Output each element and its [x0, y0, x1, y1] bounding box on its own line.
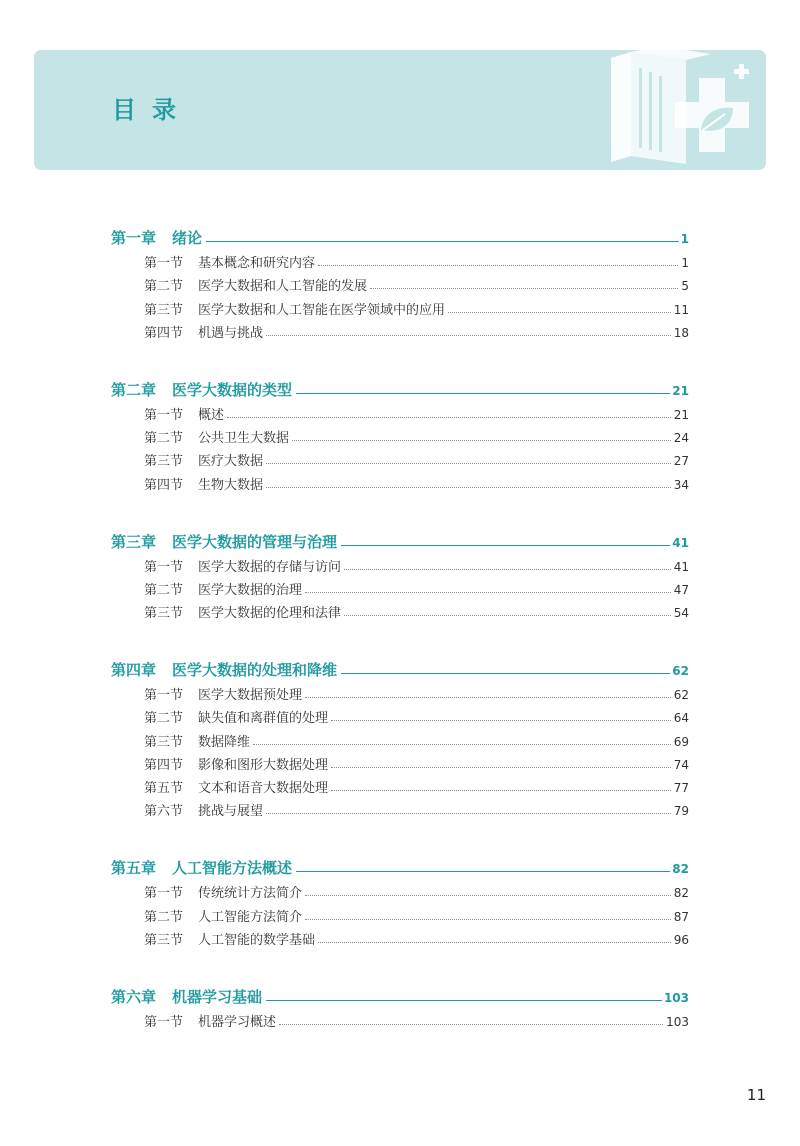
chapter-entry[interactable] [111, 220, 689, 248]
section-dot-leader [266, 813, 671, 814]
chapter-number: 第三章 [111, 532, 157, 551]
section-entry[interactable] [111, 878, 689, 901]
section-entry[interactable] [111, 598, 689, 621]
section-number: 第二节 [144, 582, 184, 598]
section-page: 74 [673, 757, 689, 772]
section-page: 62 [673, 688, 689, 703]
section-dot-leader [331, 767, 671, 768]
chapter-entry[interactable] [111, 372, 689, 400]
section-title: 医疗大数据 [198, 454, 264, 470]
section-entry[interactable] [111, 294, 689, 317]
section-number: 第四节 [144, 325, 184, 341]
section-title: 医学大数据预处理 [198, 688, 303, 704]
toc-chapter [111, 979, 689, 1030]
chapter-title: 医学大数据的类型 [172, 380, 293, 399]
section-dot-leader [305, 592, 671, 593]
chapter-leader-line [266, 1000, 662, 1001]
section-title: 数据降维 [198, 734, 251, 750]
section-dot-leader [227, 417, 671, 418]
section-page: 64 [673, 711, 689, 726]
page-title: 目录 [112, 96, 192, 124]
section-dot-leader [318, 942, 671, 943]
section-page: 24 [673, 431, 689, 446]
chapter-number: 第一章 [111, 229, 157, 247]
section-number: 第一节 [144, 886, 184, 902]
section-title: 缺失值和离群值的处理 [198, 711, 329, 727]
chapter-page: 1 [680, 232, 689, 246]
section-dot-leader [266, 487, 671, 488]
section-list [111, 400, 689, 493]
section-number: 第二节 [144, 279, 184, 295]
section-list [111, 552, 689, 622]
section-number: 第三节 [144, 606, 184, 622]
chapter-leader-line [206, 241, 679, 242]
section-entry[interactable] [111, 400, 689, 423]
chapter-title: 绪论 [172, 229, 203, 247]
section-title: 医学大数据的治理 [198, 582, 303, 598]
section-title: 医学大数据和人工智能在医学领域中的应用 [198, 302, 446, 318]
section-entry[interactable] [111, 423, 689, 446]
section-list [111, 878, 689, 948]
table-of-contents [111, 220, 689, 1061]
section-entry[interactable] [111, 796, 689, 819]
section-entry[interactable] [111, 703, 689, 726]
header-banner [34, 50, 766, 170]
section-title: 概述 [198, 407, 225, 423]
chapter-title: 医学大数据的处理和降维 [172, 661, 338, 680]
chapter-title: 人工智能方法概述 [172, 859, 293, 878]
section-dot-leader [292, 440, 671, 441]
section-list [111, 248, 689, 341]
section-number: 第一节 [144, 559, 184, 575]
section-entry[interactable] [111, 1007, 689, 1030]
section-page: 47 [673, 582, 689, 597]
section-dot-leader [305, 895, 671, 896]
chapter-page: 62 [672, 664, 689, 679]
section-entry[interactable] [111, 773, 689, 796]
section-entry[interactable] [111, 271, 689, 294]
section-entry[interactable] [111, 446, 689, 469]
section-page: 77 [673, 781, 689, 795]
section-title: 公共卫生大数据 [198, 431, 290, 447]
section-dot-leader [305, 697, 671, 698]
section-title: 医学大数据的存储与访问 [198, 559, 342, 575]
section-dot-leader [344, 615, 671, 616]
section-entry[interactable] [111, 318, 689, 341]
section-title: 机器学习概述 [198, 1014, 277, 1030]
chapter-page: 21 [672, 383, 689, 398]
chapter-title: 机器学习基础 [172, 987, 263, 1006]
section-number: 第一节 [144, 1014, 184, 1030]
chapter-number: 第二章 [111, 380, 157, 399]
section-title: 医学大数据的伦理和法律 [198, 606, 342, 622]
chapter-entry[interactable] [111, 850, 689, 878]
section-title: 挑战与展望 [198, 804, 264, 820]
section-number: 第四节 [144, 477, 184, 493]
section-number: 第一节 [144, 256, 184, 272]
toc-chapter [111, 850, 689, 948]
section-page: 87 [673, 909, 689, 924]
chapter-number: 第六章 [111, 987, 157, 1006]
section-title: 人工智能方法简介 [198, 909, 303, 925]
page-number: 11 [746, 1086, 766, 1104]
section-number: 第三节 [144, 932, 184, 948]
chapter-page: 82 [672, 862, 689, 877]
section-title: 机遇与挑战 [198, 325, 264, 341]
section-title: 传统统计方法简介 [198, 886, 303, 902]
section-dot-leader [370, 288, 678, 289]
section-dot-leader [266, 335, 671, 336]
section-dot-leader [331, 720, 671, 721]
chapter-page: 41 [672, 535, 689, 550]
section-title: 影像和图形大数据处理 [198, 757, 329, 773]
chapter-leader-line [296, 393, 670, 394]
section-entry[interactable] [111, 901, 689, 924]
chapter-title: 医学大数据的管理与治理 [172, 532, 338, 551]
section-page: 54 [673, 606, 689, 621]
toc-chapter [111, 524, 689, 622]
section-page: 34 [673, 477, 689, 492]
chapter-entry[interactable] [111, 979, 689, 1007]
section-page: 21 [673, 407, 689, 422]
section-title: 生物大数据 [198, 477, 264, 493]
section-number: 第四节 [144, 757, 184, 773]
section-dot-leader [266, 463, 671, 464]
section-number: 第三节 [144, 454, 184, 470]
section-title: 文本和语音大数据处理 [198, 781, 329, 796]
section-list [111, 680, 689, 819]
toc-chapter [111, 652, 689, 819]
section-title: 医学大数据和人工智能的发展 [198, 279, 368, 295]
section-page: 1 [681, 256, 689, 271]
section-entry[interactable] [111, 750, 689, 773]
section-number: 第三节 [144, 302, 184, 318]
section-dot-leader [279, 1024, 663, 1025]
section-page: 41 [673, 559, 689, 574]
section-dot-leader [318, 265, 678, 266]
chapter-entry[interactable] [111, 524, 689, 552]
chapter-entry[interactable] [111, 652, 689, 680]
section-number: 第一节 [144, 688, 184, 704]
section-entry[interactable] [111, 575, 689, 598]
section-title: 基本概念和研究内容 [198, 256, 316, 272]
section-number: 第五节 [144, 781, 184, 796]
chapter-number: 第四章 [111, 661, 157, 680]
section-entry[interactable] [111, 552, 689, 575]
chapter-leader-line [296, 871, 670, 872]
section-number: 第二节 [144, 431, 184, 447]
book-medical-cross-icon [591, 50, 766, 170]
section-entry[interactable] [111, 469, 689, 492]
section-page: 18 [673, 325, 689, 340]
section-number: 第一节 [144, 407, 184, 423]
section-entry[interactable] [111, 726, 689, 749]
section-entry[interactable] [111, 925, 689, 948]
section-number: 第二节 [144, 711, 184, 727]
section-page: 103 [666, 1014, 689, 1029]
section-dot-leader [331, 790, 671, 791]
section-page: 5 [681, 279, 689, 294]
chapter-page: 103 [663, 990, 689, 1005]
section-dot-leader [344, 569, 671, 570]
section-page: 96 [673, 932, 689, 947]
section-title: 人工智能的数学基础 [198, 932, 316, 948]
chapter-number: 第五章 [111, 859, 157, 878]
section-page: 27 [673, 454, 689, 469]
section-page: 82 [673, 886, 689, 901]
section-list [111, 1007, 689, 1030]
section-page: 79 [673, 804, 689, 819]
section-page: 11 [673, 302, 689, 317]
section-dot-leader [448, 312, 671, 313]
toc-chapter [111, 220, 689, 341]
section-dot-leader [305, 919, 671, 920]
chapter-leader-line [341, 545, 670, 546]
section-number: 第六节 [144, 804, 184, 820]
section-number: 第三节 [144, 734, 184, 750]
section-dot-leader [253, 744, 671, 745]
toc-chapter [111, 372, 689, 493]
section-entry[interactable] [111, 680, 689, 703]
section-number: 第二节 [144, 909, 184, 925]
section-entry[interactable] [111, 248, 689, 271]
chapter-leader-line [341, 673, 670, 674]
section-page: 69 [673, 734, 689, 749]
